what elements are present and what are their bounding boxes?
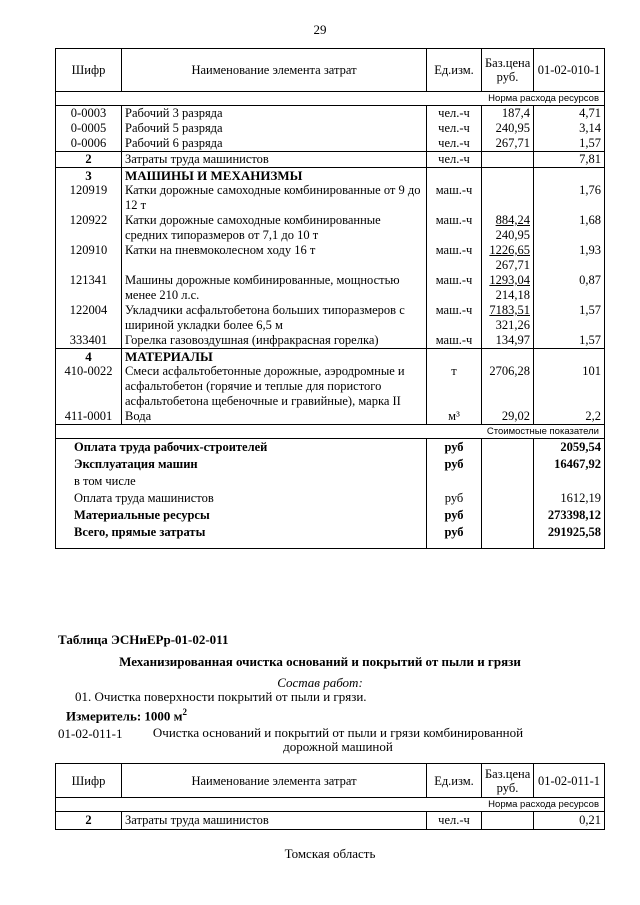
norm-label: Норма расхода ресурсов [56,92,605,106]
work-item: 01. Очистка поверхности покрытий от пыли и грязи. [75,689,367,704]
machinist-labor-row: 2 Затраты труда машинистов чел.-ч 7,81 [56,152,605,168]
table-row: 122004 Укладчики асфальтобетона больших типоразмеров с шириной укладки более 6,5 м маш.-ч 7183,51 321,26 1,57 [56,303,605,333]
table-row: 411-0001 Вода м³ 29,02 2,2 [56,409,605,425]
section-heading: Механизированная очистка оснований и покрытий от пыли и грязи [119,654,521,669]
total-row: Материальные ресурсы руб 273398,12 [56,507,605,524]
total-row: Эксплуатация машин руб 16467,92 [56,456,605,473]
table-row: 0-0006 Рабочий 6 разряда чел.-ч 267,71 1,57 [56,136,605,152]
table-row: 2 Затраты труда машинистов чел.-ч 0,21 [56,812,605,830]
total-row: Всего, прямые затраты руб 291925,58 [56,524,605,549]
table-row: 0-0003 Рабочий 3 разряда чел.-ч 187,4 4,71 [56,106,605,122]
header-name: Наименование элемента затрат [122,764,427,798]
section-heading: 4 МАТЕРИАЛЫ [56,349,605,365]
resource-table-2 [55,763,605,830]
cost-label: Стоимостные показатели [56,425,605,439]
table-row: 120910 Катки на пневмоколесном ходу 16 т маш.-ч 1226,65 267,71 1,93 [56,243,605,273]
header-rate-code: 01-02-011-1 [534,764,605,798]
total-row: Оплата труда рабочих-строителей руб 2059,54 [56,439,605,457]
table-title: Таблица ЭСНиЕРр-01-02-011 [58,632,229,647]
page-number: 29 [313,22,327,37]
table-row: 333401 Горелка газовоздушная (инфракрасная горелка) маш.-ч 134,97 1,57 [56,333,605,349]
footer-region: Томская область [284,846,376,861]
section-heading: 3 МАШИНЫ И МЕХАНИЗМЫ [56,168,605,184]
table-row: 410-0022 Смеси асфальтобетонные дорожные, аэродромные и асфальтобетон (горячие и теплые для пористого асфальтобетона щебеночные и гравийные), марка II т 2706,28 101 [56,364,605,409]
header-code: Шифр [56,764,122,798]
header-base-price: Баз.цена руб. [482,764,534,798]
table-row: 120922 Катки дорожные самоходные комбинированные средних типоразмеров от 7,1 до 10 т маш.-ч 884,24 240,95 1,68 [56,213,605,243]
table-row: 120919 Катки дорожные самоходные комбинированные от 9 до 12 т маш.-ч 1,76 [56,183,605,213]
header-unit: Ед.изм. [427,764,482,798]
norm-label: Норма расхода ресурсов [56,798,605,812]
table-row: 121341 Машины дорожные комбинированные, мощностью менее 210 л.с. маш.-ч 1293,04 214,18 0,87 [56,273,605,303]
table-row: 0-0005 Рабочий 5 разряда чел.-ч 240,95 3,14 [56,121,605,136]
header-code: Шифр [56,49,122,92]
total-row: Оплата труда машинистов руб 1612,19 [56,490,605,507]
item-code: 01-02-011-1 [58,726,123,741]
composition-label: Состав работ: [277,675,363,690]
header-name: Наименование элемента затрат [122,49,427,92]
header-unit: Ед.изм. [427,49,482,92]
item-description: Очистка оснований и покрытий от пыли и грязи комбинированной дорожной машиной [152,725,524,754]
header-base-price: Баз.цена руб. [482,49,534,92]
header-rate-code: 01-02-010-1 [534,49,605,92]
total-row: в том числе [56,473,605,490]
resource-table-1 [55,48,605,549]
measure-unit: Измеритель: 1000 $м^2$ [66,707,188,724]
